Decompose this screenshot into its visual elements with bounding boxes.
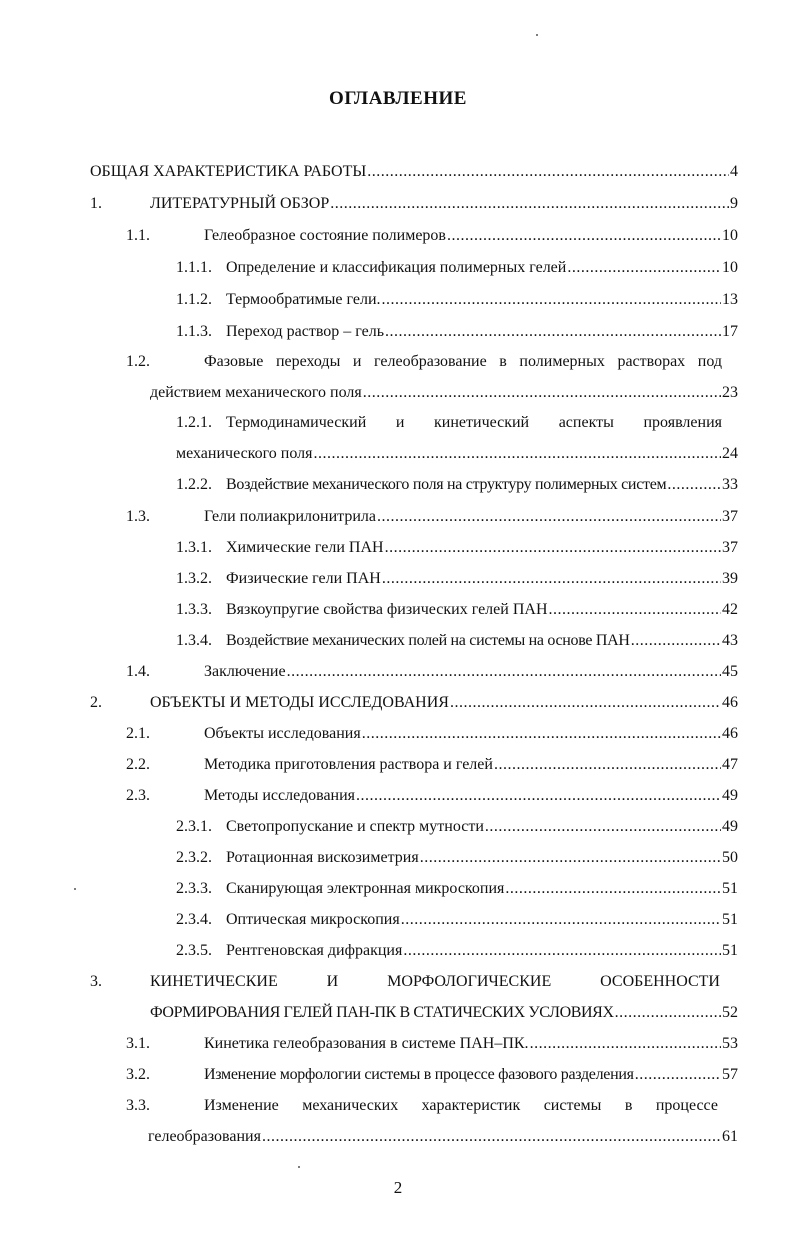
toc-entry-number: 1.2. (126, 353, 150, 370)
toc-word: проявления (643, 414, 722, 431)
toc-entry-number: 1. (90, 195, 102, 212)
toc-entry-page: 39 (722, 570, 738, 587)
toc-entry-title: Оптическая микроскопия (226, 911, 400, 928)
toc-entry-title: Химические гели ПАН (226, 539, 384, 556)
toc-entry-title: Светопропускание и спектр мутности (226, 818, 484, 835)
toc-entry (226, 288, 738, 312)
page-number: 2 (393, 1178, 403, 1197)
toc-entry (226, 320, 738, 344)
toc-entry (204, 1032, 738, 1056)
toc-entry-title: Ротационная вискозиметрия (226, 849, 419, 866)
toc-entry (204, 505, 738, 529)
toc-entry (176, 442, 738, 466)
toc-entry-page: 33 (722, 476, 738, 493)
toc-entry-page: 51 (722, 911, 738, 928)
toc-entry-title: Физические гели ПАН (226, 570, 381, 587)
toc-entry-page: 13 (722, 291, 738, 308)
toc-entry-title: Методика приготовления раствора и гелей (204, 756, 493, 773)
toc-entry-number: 3.3. (126, 1097, 150, 1114)
toc-entry-title: Кинетика гелеобразования в системе ПАН–ПК. (204, 1035, 529, 1052)
toc-entry-number: 1.1.2. (176, 291, 212, 308)
toc-entry-number: 2.3.4. (176, 911, 212, 928)
toc-entry-page: 51 (722, 880, 738, 897)
toc-word: ОСОБЕННОСТИ (600, 973, 720, 990)
toc-entry-page: 37 (722, 508, 738, 525)
toc-entry-title: ОБЪЕКТЫ И МЕТОДЫ ИССЛЕДОВАНИЯ (150, 694, 449, 711)
toc-word: характеристик (421, 1097, 521, 1114)
toc-entry-title: Методы исследования (204, 787, 356, 804)
toc-word: Изменение (204, 1097, 279, 1114)
toc-entry-title: Переход раствор – гель (226, 323, 384, 340)
toc-word: И (326, 973, 339, 990)
toc-entry-number: 1.2.2. (176, 476, 212, 493)
toc-entry-page: 10 (722, 259, 738, 276)
toc-entry-title: Изменение морфологии системы в процессе фазового разделения (204, 1066, 634, 1083)
toc-entry-number: 2.3.3. (176, 880, 212, 897)
toc-word: системы (543, 1097, 602, 1114)
toc-entry-title: механического поля (176, 445, 313, 462)
toc-entry (226, 846, 738, 870)
toc-entry-title: Гелеобразное состояние полимеров (204, 227, 446, 244)
toc-entry (226, 629, 738, 653)
page-title: ОГЛАВЛЕНИЕ (329, 88, 467, 109)
toc-entry-number: 2.3.1. (176, 818, 212, 835)
toc-entry-number: 3.1. (126, 1035, 150, 1052)
scan-speck (74, 888, 76, 890)
toc-entry-number: 3.2. (126, 1066, 150, 1083)
toc-entry (226, 473, 738, 497)
toc-word: аспекты (558, 414, 614, 431)
toc-entry-number: 2.3. (126, 787, 150, 804)
toc-entry-page: 4 (730, 163, 738, 180)
toc-entry (226, 877, 738, 901)
toc-entry (204, 660, 738, 684)
toc-entry-number: 3. (90, 973, 102, 990)
toc-entry-number: 1.3.3. (176, 601, 212, 618)
toc-word: МОРФОЛОГИЧЕСКИЕ (387, 973, 552, 990)
toc-entry (226, 815, 738, 839)
toc-entry-number: 1.4. (126, 663, 150, 680)
toc-entry (226, 939, 738, 963)
toc-entry (90, 160, 738, 184)
toc-entry-page: 17 (722, 323, 738, 340)
toc-entry (204, 1063, 738, 1087)
toc-entry-number: 1.1.3. (176, 323, 212, 340)
toc-entry-number: 1.3.1. (176, 539, 212, 556)
toc-entry-number: 1.3.4. (176, 632, 212, 649)
toc-entry (204, 224, 738, 248)
toc-entry-title (226, 411, 722, 435)
toc-entry-title: Определение и классификация полимерных гелей (226, 259, 567, 276)
toc-entry-title: ОБЩАЯ ХАРАКТЕРИСТИКА РАБОТЫ (90, 163, 367, 180)
toc-entry-number: 2.3.5. (176, 942, 212, 959)
toc-entry (226, 256, 738, 280)
toc-entry-title: Рентгеновская дифракция (226, 942, 403, 959)
toc-entry (150, 192, 738, 216)
toc-entry-title: действием механического поля (150, 384, 362, 401)
toc-entry-page: 53 (722, 1035, 738, 1052)
toc-entry-number: 1.1. (126, 227, 150, 244)
toc-entry-number: 2. (90, 694, 102, 711)
toc-word: и (395, 414, 405, 431)
toc-entry (150, 381, 738, 405)
toc-entry-page: 52 (722, 1004, 738, 1021)
scan-speck (298, 1166, 300, 1168)
toc-entry-title (150, 970, 720, 994)
toc-entry-title: Объекты исследования (204, 725, 361, 742)
toc-entry-number: 1.3. (126, 508, 150, 525)
toc-entry-page: 46 (722, 725, 738, 742)
toc-word: в (624, 1097, 633, 1114)
toc-entry (204, 722, 738, 746)
scan-speck (536, 34, 538, 36)
toc-entry-title: ФОРМИРОВАНИЯ ГЕЛЕЙ ПАН-ПК В СТАТИЧЕСКИХ УСЛОВИЯХ (150, 1004, 614, 1021)
toc-entry (150, 1001, 738, 1025)
toc-entry-title: Воздействие механического поля на структуру полимерных систем (226, 476, 667, 493)
toc-entry-title: ЛИТЕРАТУРНЫЙ ОБЗОР (150, 195, 330, 212)
toc-entry-page: 57 (722, 1066, 738, 1083)
toc-entry (148, 1125, 738, 1149)
toc-entry-page: 23 (722, 384, 738, 401)
toc-entry (226, 536, 738, 560)
toc-entry (226, 598, 738, 622)
toc-word: процессе (655, 1097, 718, 1114)
toc-entry-page: 46 (722, 694, 738, 711)
toc-entry-title: гелеобразования (148, 1128, 261, 1145)
toc-entry-title: Термообратимые гели. (226, 291, 381, 308)
toc-entry-page: 49 (722, 787, 738, 804)
toc-entry-page: 47 (722, 756, 738, 773)
toc-word: механических (302, 1097, 399, 1114)
toc-entry-title: Воздействие механических полей на системы на основе ПАН (226, 632, 630, 649)
toc-entry-number: 1.3.2. (176, 570, 212, 587)
toc-entry (226, 567, 738, 591)
toc-word: кинетический (434, 414, 530, 431)
toc-entry-title: Вязкоупругие свойства физических гелей ПАН (226, 601, 548, 618)
toc-entry-page: 61 (722, 1128, 738, 1145)
toc-entry-title: Заключение (204, 663, 286, 680)
toc-entry-title (204, 1094, 718, 1118)
toc-word: КИНЕТИЧЕСКИЕ (150, 973, 278, 990)
toc-word: Термодинамический (226, 414, 367, 431)
toc-entry-number: 2.3.2. (176, 849, 212, 866)
toc-entry-title: Сканирующая электронная микроскопия (226, 880, 505, 897)
toc-entry-number: 2.1. (126, 725, 150, 742)
toc-entry-page: 37 (722, 539, 738, 556)
toc-entry-page: 51 (722, 942, 738, 959)
toc-entry-title: Фазовые переходы и гелеобразование в полимерных растворах под (204, 353, 722, 370)
toc-entry-page: 50 (722, 849, 738, 866)
toc-entry (204, 784, 738, 808)
toc-entry-number: 1.1.1. (176, 259, 212, 276)
toc-entry-page: 10 (722, 227, 738, 244)
toc-entry (204, 753, 738, 777)
toc-entry-page: 9 (730, 195, 738, 212)
toc-entry (226, 908, 738, 932)
toc-entry (150, 691, 738, 715)
toc-entry-number: 1.2.1. (176, 414, 212, 431)
toc-entry-page: 49 (722, 818, 738, 835)
toc-entry-page: 24 (722, 445, 738, 462)
toc-entry-page: 42 (722, 601, 738, 618)
toc-entry-title: Гели полиакрилонитрила (204, 508, 376, 525)
toc-entry-page: 45 (722, 663, 738, 680)
toc-entry-number: 2.2. (126, 756, 150, 773)
toc-entry-page: 43 (722, 632, 738, 649)
